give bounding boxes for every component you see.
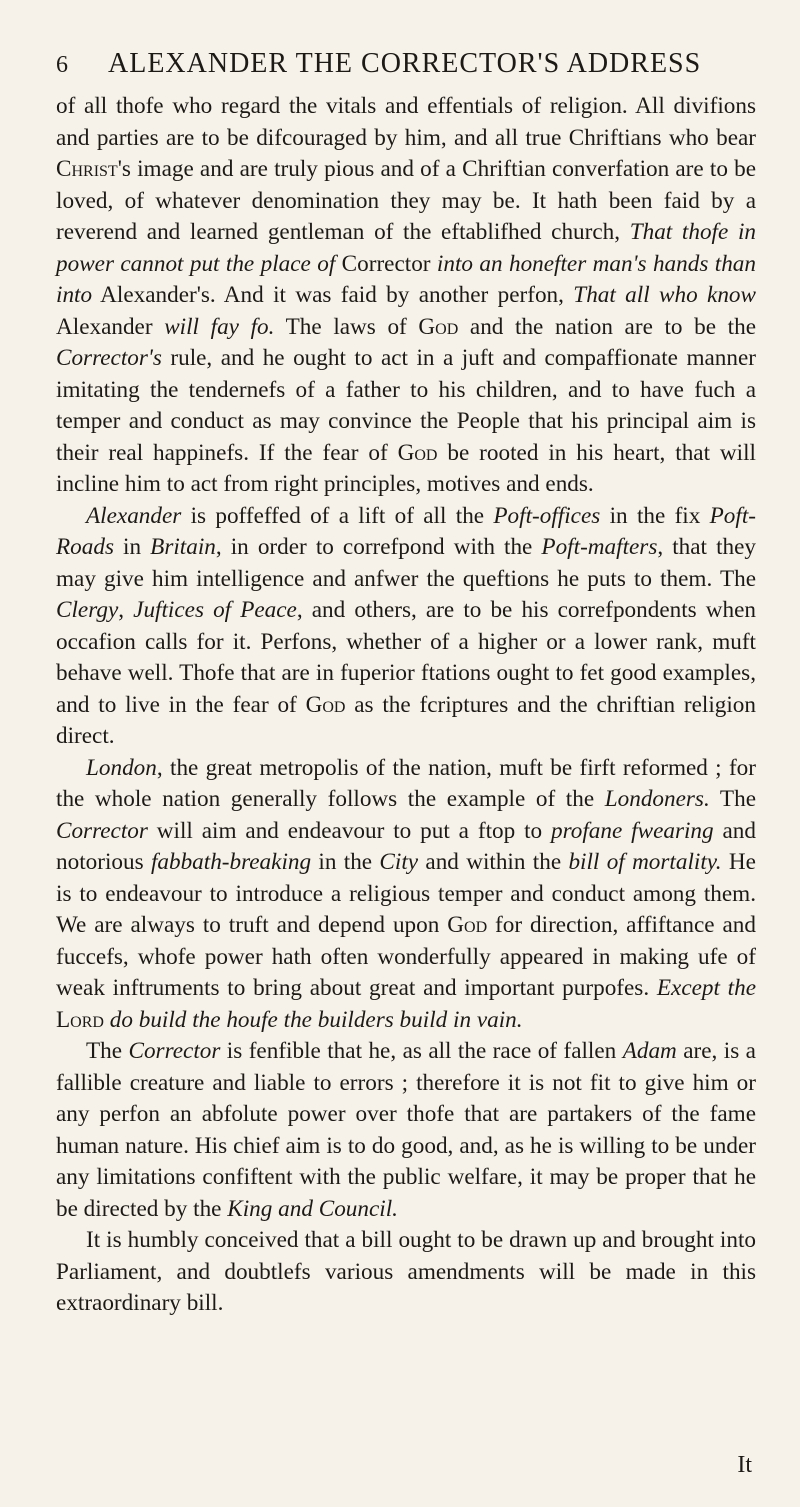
text-run: , that they may give him intelligence and anfwer the queftions he puts to them. The [56, 534, 756, 592]
text-run: The [86, 1038, 129, 1064]
text-run: 's image and are truly pious and of a Chriftian converfation are to be loved, of whatever denomination they may be. It hath been faid by a reverend and learned gentleman of the eftablifhed church, [56, 156, 756, 245]
text-run: for direction, affiftance and fuccefs, whofe power hath often wonderfully appeared in making ufe of weak inftruments to bring about great and important purpofes. [56, 912, 756, 1001]
text-run: Lord [56, 1006, 104, 1033]
text-run: are, is a fallible creature and liable to errors ; therefore it is not fit to give him or any perfon an abfolute power over thofe that are partakers of the fame human nature. His chief aim is to do good, and, as he is willing to be under any limitations confiftent with the public welfare, it may be proper that he be directed by the [56, 1038, 756, 1222]
text-run: God [447, 912, 488, 938]
text-run: , and others, are to be his correfpondents when occafion calls for it. Perfons, whether of a higher or a lower rank, muft behave well. Thofe that are in fuperior ftations ought to fet good examples, and to live in the fear of [56, 597, 756, 718]
italic-run: into an honefter man's hands than into [56, 250, 756, 308]
italic-run: Except the [656, 975, 756, 1001]
italic-run: Corrector [128, 1038, 221, 1064]
text-run: , [118, 597, 134, 623]
text-run: God [397, 439, 438, 466]
text-run: and within the [418, 849, 569, 875]
italic-run: Adam [622, 1038, 677, 1064]
text-run: be rooted in his heart, that will incline him to act from right principles, motives and ends. [56, 439, 757, 497]
italic-run: King and Council. [227, 1195, 398, 1222]
paragraph-5: It is humbly conceived that a bill ought to be drawn up and brought into Parliament, and doubtlefs various amendments will be made in this extraordinary bill. [56, 1227, 756, 1316]
text-run: Christ [56, 156, 118, 182]
italic-run: London [86, 754, 157, 781]
text-run: Alexander's. And it was faid by another perfon, [92, 282, 574, 308]
running-title: ALEXANDER THE CORRECTOR'S ADDRESS [108, 48, 702, 79]
text-run: , in order to correfpond with the [215, 534, 542, 560]
italic-run: Corrector's [56, 345, 162, 371]
italic-run: Britain [150, 534, 216, 560]
text-run: The laws of [274, 313, 419, 340]
body-text [56, 91, 756, 1320]
italic-run: City [379, 849, 419, 875]
italic-run: Corrector [56, 817, 148, 844]
italic-run: Poft-offices [493, 502, 601, 529]
text-run: rule, and he ought to act in a juft and compaffionate manner imitating the tendernefs of a father to his children, and to have fuch a temper and conduct as may convince the People that his principal aim is their real happinefs. If the fear of [56, 345, 756, 466]
text-run: as the fcriptures and the chriftian religion direct. [56, 691, 756, 749]
italic-run: That all who know [573, 282, 756, 308]
italic-run: fabbath-breaking [150, 849, 312, 875]
italic-run: Londoners. [604, 786, 710, 812]
italic-run: That thofe in power cannot put the place of [56, 219, 756, 277]
text-run: is fenfible that he, as all the race of fallen [220, 1038, 623, 1064]
catchword: It [737, 1452, 752, 1478]
text-run: , the great metropolis of the nation, muft be firft reformed ; for the whole nation generally follows the example of the [56, 754, 756, 812]
italic-run: will fay fo. [164, 313, 275, 340]
text-run: is poffeffed of a lift of all the [181, 502, 494, 529]
running-header [56, 44, 756, 85]
italic-run: Clergy [56, 597, 119, 623]
paragraph-3 [56, 753, 756, 1037]
italic-run: bill of mortality. [568, 849, 722, 875]
italic-run: Alexander [86, 502, 182, 529]
text-run: He is to endeavour to introduce a religious temper and conduct among them. We are always to truft and depend upon [56, 849, 756, 938]
text-run: and notorious [56, 817, 756, 875]
text-run: God [305, 691, 346, 718]
text-run: of all thofe who regard the vitals and effentials of religion. All divifions and parties are to be difcouraged by him, and all true Chriftians who bear [56, 93, 756, 151]
paragraph-4 [56, 1036, 756, 1225]
italic-run: Poft-Roads [56, 502, 757, 560]
text-run: will aim and endeavour to put a ftop to [147, 817, 552, 844]
italic-run: Juftices of Peace [133, 597, 297, 623]
text-run: Alexander [56, 313, 165, 340]
text-run: The [709, 786, 756, 812]
text-run: in [113, 534, 151, 560]
text-run: God [418, 313, 459, 340]
text-run: and the nation are to be the [458, 313, 756, 340]
italic-run: do build the houfe the builders build in vain. [109, 1006, 523, 1033]
text-run: Corrector [335, 250, 437, 277]
italic-run: Poft-mafters [541, 534, 658, 560]
paragraph-2 [56, 501, 756, 753]
paragraph-1 [56, 91, 756, 501]
italic-run: profane fwearing [551, 817, 714, 844]
text-run: in the [311, 849, 380, 875]
page-number: 6 [56, 52, 68, 78]
text-run: in the fix [600, 502, 710, 529]
